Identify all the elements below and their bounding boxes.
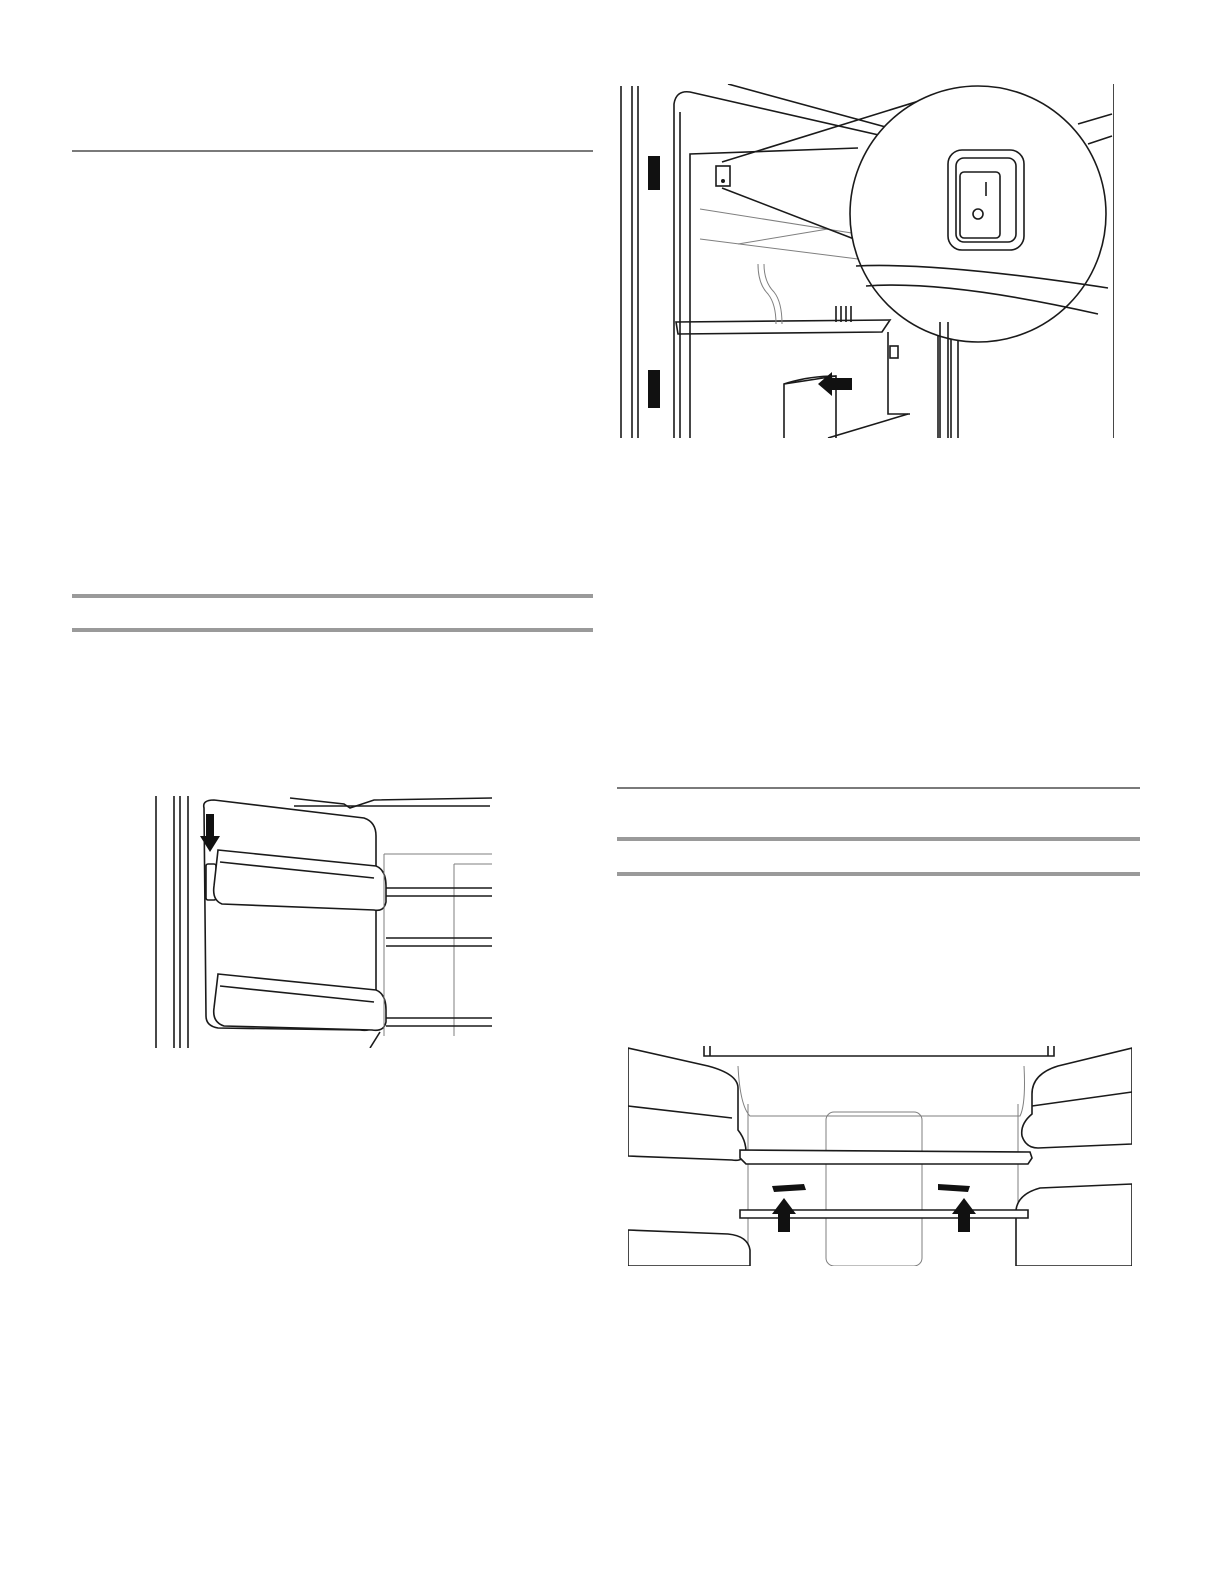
left-section-rule-1 <box>72 594 593 598</box>
shelf-removal-illustration <box>628 1044 1132 1266</box>
ice-maker-switch-illustration <box>618 84 1114 438</box>
right-section-rule-1 <box>617 837 1140 841</box>
right-section-rule-2 <box>617 872 1140 876</box>
left-top-rule <box>72 150 593 152</box>
rocker-switch-icon <box>948 150 1024 250</box>
door-bin-illustration <box>154 796 492 1048</box>
right-section-rule-thin <box>617 787 1140 789</box>
left-section-rule-2 <box>72 628 593 632</box>
